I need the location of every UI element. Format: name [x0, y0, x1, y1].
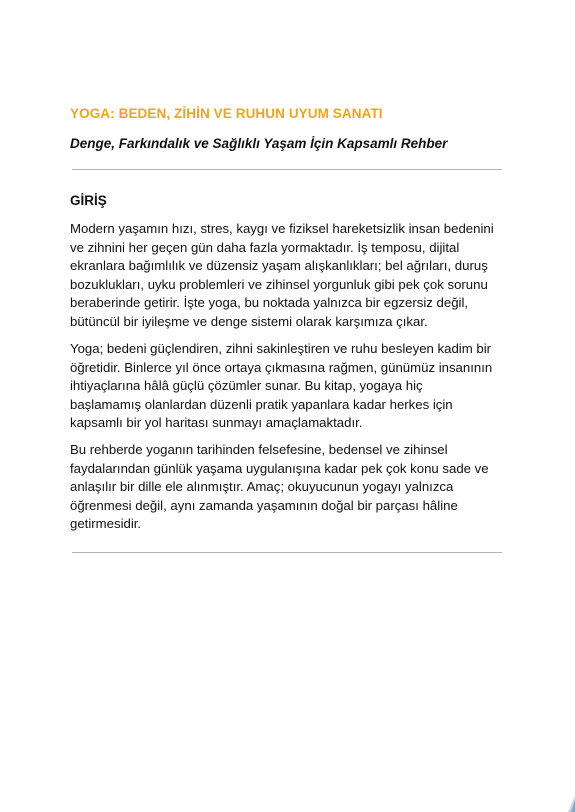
- paragraph-line: öğrenmesi değil, aynı zamanda yaşamının doğal bir parçası hâline: [70, 497, 458, 513]
- paragraph-line: başlamamış olanlardan düzenli pratik yapanlara kadar herkes için: [70, 396, 453, 412]
- section-heading: GİRİŞ: [70, 193, 107, 208]
- paragraph-line: Modern yaşamın hızı, stres, kaygı ve fiziksel hareketsizlik insan bedenini: [70, 221, 494, 236]
- paragraph-line: anlaşılır bir dille ele alınmıştır. Amaç; okuyucunun yogayı yalnızca: [70, 479, 454, 495]
- paragraph-line: beraberinde getirir. İşte yoga, bu noktada yalnızca bir egzersiz değil,: [70, 295, 469, 311]
- paragraph-line: Bu rehberde yoganın tarihinden felsefesine, bedensel ve zihinsel: [70, 442, 448, 457]
- page-corner-icon: [565, 796, 575, 812]
- paragraph-line: ve zihnini her geçen gün daha fazla yormaktadır. İş temposu, dijital: [70, 239, 460, 255]
- paragraph-line: ekranlara bağımlılık ve düzensiz yaşam alışkanlıkları; bel ağrıları, duruş: [70, 258, 488, 274]
- document-subtitle: Denge, Farkındalık ve Sağlıklı Yaşam İçin Kapsamlı Rehber: [70, 136, 448, 151]
- paragraph-3: [70, 441, 510, 534]
- paragraph-line: bütüncül bir iyileşme ve denge sistemi olarak karşımıza çıkar.: [70, 313, 428, 329]
- bottom-divider: [72, 552, 502, 553]
- paragraph-line: kapsamlı bir yol haritası sunmayı amaçlamaktadır.: [70, 415, 363, 431]
- paragraph-line: Yoga; bedeni güçlendiren, zihni sakinleştiren ve ruhu besleyen kadim bir: [70, 341, 492, 356]
- paragraph-line: getirmesidir.: [70, 516, 142, 532]
- paragraph-line: öğretidir. Binlerce yıl önce ortaya çıkmasına rağmen, günümüz insanının: [70, 359, 493, 375]
- paragraph-1: [70, 220, 510, 332]
- paragraph-line: ihtiyaçlarına hâlâ güçlü çözümler sunar. Bu kitap, yogaya hiç: [70, 378, 423, 394]
- document-title: YOGA: BEDEN, ZİHİN VE RUHUN UYUM SANATI: [70, 106, 383, 121]
- paragraph-2: [70, 340, 510, 433]
- top-divider: [72, 169, 502, 170]
- paragraph-line: faydalarından günlük yaşama uygulanışına kadar pek çok konu sade ve: [70, 460, 489, 476]
- paragraph-line: bozuklukları, uyku problemleri ve zihinsel yorgunluk gibi pek çok sorunu: [70, 276, 488, 292]
